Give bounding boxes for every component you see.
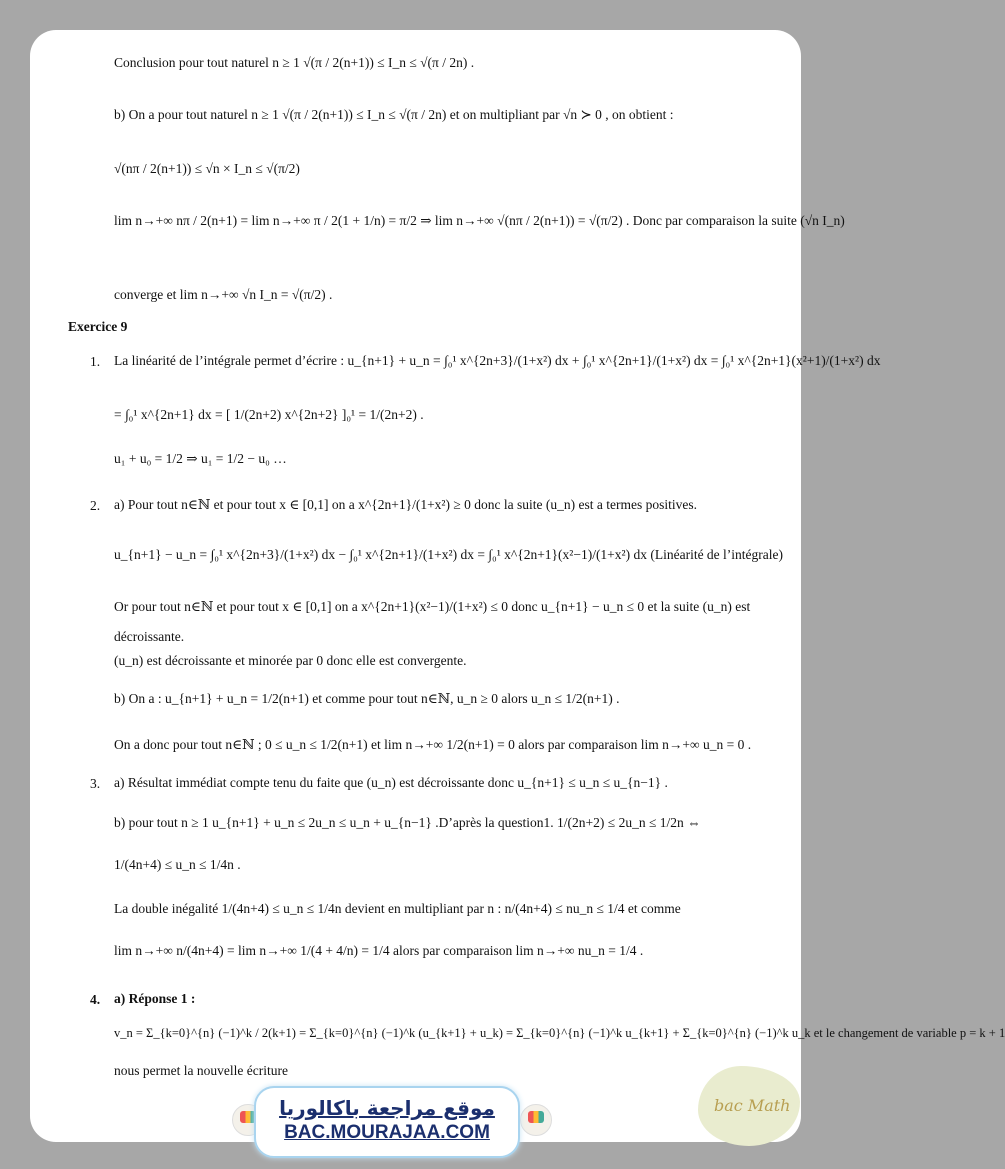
bound-line: b) On a : u_{n+1} + u_n = 1/2(n+1) et comme pour tout n∈ℕ, u_n ≥ 0 alors u_n ≤ 1/2(n+1) .: [114, 691, 620, 706]
item-number-3: 3.: [90, 776, 101, 791]
logo-text: bac Math: [714, 1096, 791, 1115]
site-url[interactable]: BAC.MOURAJAA.COM: [284, 1122, 490, 1143]
rewrite-line: nous permet la nouvelle écriture: [114, 1063, 288, 1078]
immediate-line: a) Résultat immédiat compte tenu du faite que (u_n) est décroissante donc u_{n+1} ≤ u_n ≤ u_{n−1} .: [114, 775, 668, 790]
positivity-line: a) Pour tout n∈ℕ et pour tout x ∈ [0,1] on a x^{2n+1}/(1+x²) ≥ 0 donc la suite (u_n) est a termes positives.: [114, 497, 697, 512]
site-name-arabic[interactable]: موقع مراجعة باكالوريا: [279, 1096, 495, 1120]
u1-line: u₁ + u₀ = 1/2 ⇒ u₁ = 1/2 − u₀ …: [114, 451, 287, 466]
exercise-heading: Exercice 9: [68, 319, 128, 334]
limit-quarter-line: lim n→+∞ n/(4n+4) = lim n→+∞ 1/(4 + 4/n) = 1/4 alors par comparaison lim n→+∞ nu_n = 1/4 .: [114, 943, 644, 958]
item-number-2: 2.: [90, 498, 101, 513]
part-b-line: b) On a pour tout naturel n ≥ 1 √(π / 2(n+1)) ≤ I_n ≤ √(π / 2n) et on multipliant par √n ≻ 0 , on obtient :: [114, 107, 674, 122]
converge-line: converge et lim n→+∞ √n I_n = √(π/2) .: [114, 287, 333, 302]
limit-line: lim n→+∞ nπ / 2(n+1) = lim n→+∞ π / 2(1 + 1/n) = π/2 ⇒ lim n→+∞ √(nπ / 2(n+1)) = √(π/2) . Donc par comparaison la suite (√n I_n): [114, 213, 845, 228]
item-number-4: 4.: [90, 992, 101, 1007]
difference-line: u_{n+1} − u_n = ∫₀¹ x^{2n+3}/(1+x²) dx − ∫₀¹ x^{2n+1}/(1+x²) dx = ∫₀¹ x^{2n+1}(x²−1)/(1+x²) dx (Linéarité de l’intégrale): [114, 547, 784, 562]
sum-line: v_n = Σ_{k=0}^{n} (−1)^k / 2(k+1) = Σ_{k=0}^{n} (−1)^k (u_{k+1} + u_k) = Σ_{k=0}^{n} (−1)^k u_{k+1} + Σ_{k=0}^{n} (−1)^k u_k et le changement de variable p = k + 1: [114, 1026, 1005, 1040]
footer-badge-right: [520, 1104, 552, 1136]
conclusion-line: Conclusion pour tout naturel n ≥ 1 √(π / 2(n+1)) ≤ I_n ≤ √(π / 2n) .: [114, 55, 475, 70]
bracket-line: 1/(4n+4) ≤ u_n ≤ 1/4n .: [114, 857, 241, 872]
document-page: [30, 30, 1005, 1142]
double-inequality-line: La double inégalité 1/(4n+4) ≤ u_n ≤ 1/4n devient en multipliant par n : n/(4n+4) ≤ nu_n ≤ 1/4 et comme: [114, 901, 681, 916]
convergent-line: (u_n) est décroissante et minorée par 0 donc elle est convergente.: [114, 653, 467, 668]
linearity-line: La linéarité de l’intégrale permet d’écrire : u_{n+1} + u_n = ∫₀¹ x^{2n+3}/(1+x²) dx + ∫₀¹ x^{2n+1}/(1+x²) dx = ∫₀¹ x^{2n+1}(x²+1)/(1+x²) dx: [114, 353, 881, 368]
sign-line: Or pour tout n∈ℕ et pour tout x ∈ [0,1] on a x^{2n+1}(x²−1)/(1+x²) ≤ 0 donc u_{n+1} − u_n ≤ 0 et la suite (u_n) est: [114, 599, 751, 614]
item-number-1: 1.: [90, 354, 101, 369]
book-icon: [528, 1111, 544, 1123]
decreasing-line: décroissante.: [114, 629, 185, 644]
site-banner[interactable]: [254, 1086, 520, 1158]
question-line: b) pour tout n ≥ 1 u_{n+1} + u_n ≤ 2u_n ≤ u_n + u_{n−1} .D’après la question1. 1/(2n+2) ≤ 2u_n ≤ 1/2n ⇔: [114, 815, 701, 830]
answer-heading: a) Réponse 1 :: [114, 991, 196, 1006]
inequality-line: √(nπ / 2(n+1)) ≤ √n × I_n ≤ √(π/2): [114, 161, 300, 176]
integral-result-line: = ∫₀¹ x^{2n+1} dx = [ 1/(2n+2) x^{2n+2} ]₀¹ = 1/(2n+2) .: [114, 407, 424, 422]
limit-zero-line: On a donc pour tout n∈ℕ ; 0 ≤ u_n ≤ 1/2(n+1) et lim n→+∞ 1/2(n+1) = 0 alors par comparaison lim n→+∞ u_n = 0 .: [114, 737, 752, 752]
